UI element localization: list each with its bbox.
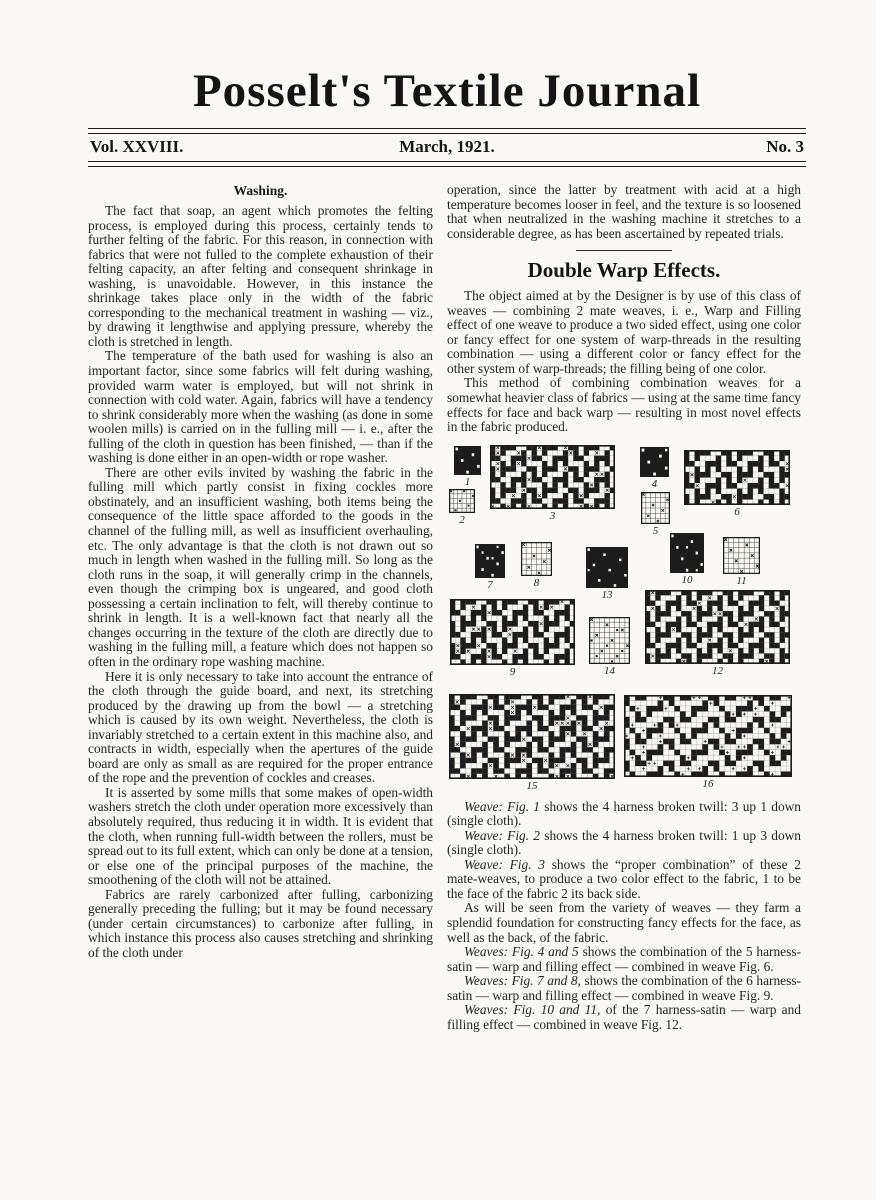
weave-figure-label-10: 10: [681, 573, 693, 586]
weave-note-lead: Weaves: Fig. 4 and 5: [464, 944, 583, 960]
section-divider-rule: [576, 250, 672, 251]
weave-figure-label-14: 14: [604, 664, 615, 677]
weave-figure-canvas-6: [684, 450, 790, 505]
right-column: [447, 183, 801, 1032]
weave-note-lead: Weaves: Fig. 7 and 8,: [464, 973, 585, 989]
two-column-body: [88, 183, 806, 1032]
weave-figure-label-6: 6: [734, 505, 740, 518]
double-warp-paragraphs: [447, 289, 801, 434]
weave-figure-label-5: 5: [652, 524, 659, 537]
weave-figure-5: [641, 492, 670, 524]
weave-figure-canvas-12: [645, 590, 790, 664]
weave-figure-15: [449, 694, 615, 779]
weave-figure-canvas-7: [475, 544, 505, 578]
weave-figure-canvas-9: [450, 599, 575, 665]
volume-label: Vol. XXVIII.: [90, 137, 184, 156]
weave-note-4: As will be seen from the variety of weaves — they farm a splendid foundation for constructing fancy effects for the face, as well as the back, of the fabric.: [447, 900, 801, 945]
weave-figure-canvas-2: [449, 489, 475, 513]
weave-figure-4: [640, 447, 669, 477]
weave-figure-label-1: 1: [464, 475, 471, 488]
journal-title: Posselt's Textile Journal: [192, 65, 702, 117]
washing-paragraph-5: It is asserted by some mills that some makes of open-width washers stretch the cloth under operation more excessively than absolutely required, thus reducing it in width. It is evident that the cloth, when running full-width between the rollers, must be spread out to its full extent, which can only be done at a tension, or else one of the principal purposes of the machine, the smoothening of the cloth will not be attained.: [88, 784, 433, 888]
weave-figure-label-7: 7: [487, 578, 493, 591]
weave-figure-label-8: 8: [533, 576, 540, 589]
weave-figure-label-16: 16: [702, 777, 714, 790]
weave-figure-canvas-8: [521, 542, 552, 576]
weave-figure-2: [449, 489, 475, 513]
weave-figure-canvas-3: [490, 445, 615, 509]
weave-figure-12: [645, 590, 790, 664]
weave-note-lead: Weave: Fig. 1: [464, 798, 545, 814]
weave-figure-10: [670, 533, 704, 573]
weave-figure-canvas-5: [641, 492, 670, 524]
weave-note-lead: Weaves: Fig. 10 and 11,: [464, 1002, 606, 1018]
weave-figure-label-12: 12: [712, 664, 723, 677]
washing-paragraph-2: The temperature of the bath used for washing is also an important factor, since some fabrics will felt during washing, provided warm water is employed, but will not shrink in connection with cold water. Again, fabrics will have a tendency to shrink considerably more when the washing (as done in some woolen mills) is carried on in the fulling mill — i. e., after the fulling of the cloth in question has been finished, — than if the washing is done either in an open-width or rope washer.: [88, 348, 433, 466]
washing-paragraph-1: The fact that soap, an agent which promotes the felting process, is employed during this process, certainly tends to further felting of the fabric. For this reason, in connection with fabrics that were not fulled to the complete exhaustion of their felting capacity, an after felting and consequent shrinkage in washing, is unavoidable. However, in this instance the shrinkage takes place only in the width of the fabric corresponding to the mechanical treatment in washing — viz., by drawing it lengthwise and applying pressure, whereby the cloth is stretched in length.: [88, 203, 433, 349]
weave-figure-canvas-1: [454, 446, 481, 475]
washing-paragraph-3: There are other evils invited by washing the fabric in the fulling mill which partly consist in fixing cockles more obstinately, and an insufficient washing, both items being the consequence of the little space afforded to the goods in the channel of the fulling mill, as well as insufficient overhauling, etc. The only advantage is that the cloth is not drawn out so much in length when washed in the fulling mill. So long as the cloth runs in the soap, it will generally crimp in the channels, even though the crimping box is ungeared, and good cloth possessing a certain inclination to felt, will thereby continue to shrink in length. It is a well-known fact that nearly all the changes occurring in the texture of the cloth are directly due to washing in the fulling mill, a feature which does not happen so often in the ordinary rope washing machine.: [88, 464, 433, 669]
weave-figure-1: [454, 446, 481, 475]
weave-figure-canvas-15: [449, 694, 615, 779]
page-content: [88, 64, 806, 1032]
weave-figure-canvas-16: [624, 695, 792, 777]
weave-figure-canvas-13: [586, 547, 628, 588]
weave-note-5: Weaves: Fig. 4 and 5 shows the combination of the 5 harness-satin — warp and filling effect — combined in weave Fig. 6.: [447, 944, 801, 974]
left-column: [88, 183, 433, 1032]
weave-note-1: Weave: Fig. 1 shows the 4 harness broken twill: 3 up 1 down (single cloth).: [447, 798, 802, 829]
journal-page: [0, 64, 876, 1200]
weave-figure-16: [624, 695, 792, 777]
washing-heading: Washing.: [233, 183, 288, 198]
double-warp-paragraph-2: This method of combining combination weaves for a somewhat heavier class of fabrics — using at the same time fancy effects for face and back warp — resulting in most novel effects in the fabric produced.: [447, 375, 801, 435]
weave-figure-3: [490, 445, 615, 509]
weave-figure-14: [589, 617, 630, 664]
weave-figure-label-13: 13: [601, 588, 613, 601]
issue-date: March, 1921.: [399, 137, 495, 156]
washing-paragraphs: [88, 204, 433, 960]
double-warp-heading: Double Warp Effects.: [527, 258, 721, 283]
weave-figure-label-11: 11: [736, 574, 747, 587]
weave-note-2: Weave: Fig. 2 shows the 4 harness broken twill: 1 up 3 down (single cloth).: [447, 827, 802, 858]
weave-figure-11: [723, 537, 760, 574]
washing-continuation-paragraph: operation, since the latter by treatment with acid at a high temperature becomes looser in feel, and the texture is so loosened that when neutralized in the washing machine it stretches to a considerable degree, as has been ascertained by repeated trials.: [447, 182, 801, 241]
weave-note-lead: Weave: Fig. 2: [464, 827, 545, 843]
issue-number: No. 3: [766, 137, 804, 156]
masthead: [88, 134, 806, 161]
weave-note-3: Weave: Fig. 3 shows the “proper combination” of these 2 mate-weaves, to produce a two color effect to the fabric, 1 to be the face of the fabric 2 its back side.: [447, 856, 801, 901]
weave-notes: [447, 800, 801, 1033]
masthead-rule-bottom: [88, 161, 806, 167]
weave-figure-13: [586, 547, 628, 588]
washing-paragraph-4: Here it is only necessary to take into account the entrance of the cloth through the guide board, and next, its stretching produced by the drawing up from the bowl — a stretching which is caused by its own weight. Nevertheless, the cloth is invariably stretched to a certain extent in this machine also, and contracts in width, especially when the apertures of the guide board are only as small as are required for the proper entrance of the rope and the prevention of cockles and creases.: [88, 668, 433, 786]
washing-paragraph-6: Fabrics are rarely carbonized after fulling, carbonizing generally preceding the fulling; but it may be found necessary (under certain circumstances) to carbonize after fulling, in which instance this process also causes stretching and shrinking of the cloth under: [88, 886, 433, 960]
double-warp-paragraph-1: The object aimed at by the Designer is by use of this class of weaves — combining 2 mate weaves, i. e., Warp and Filling effect of one weave to produce a two sided effect, using one color or fancy effect for one system of warp-threads in the resulting combination — using a different color or fancy effect for the other system of warp-threads; the filling being of one color.: [447, 288, 801, 376]
weave-figure-canvas-11: [723, 537, 760, 574]
weave-note-lead: Weave: Fig. 3: [464, 856, 552, 872]
weave-note-7: Weaves: Fig. 10 and 11, of the 7 harness-satin — warp and filling effect — combined in weave Fig. 12.: [447, 1002, 801, 1032]
weave-figure-6: [684, 450, 790, 505]
weave-figure-label-9: 9: [509, 665, 516, 678]
weave-figure-label-3: 3: [549, 509, 556, 522]
weave-figure-7: [475, 544, 505, 578]
weave-figure-canvas-10: [670, 533, 704, 573]
weave-figure-9: [450, 599, 575, 665]
weave-figure-label-4: 4: [651, 477, 658, 490]
weave-figure-canvas-14: [589, 617, 630, 664]
weave-figure-8: [521, 542, 552, 576]
weave-figure-label-2: 2: [459, 513, 465, 526]
weave-note-6: Weaves: Fig. 7 and 8, shows the combination of the 6 harness-satin — warp and filling effect — combined in weave Fig. 9.: [447, 973, 801, 1003]
weave-figure-canvas-4: [640, 447, 669, 477]
weave-figure-label-15: 15: [526, 779, 538, 792]
weave-figures-block: [447, 442, 801, 800]
